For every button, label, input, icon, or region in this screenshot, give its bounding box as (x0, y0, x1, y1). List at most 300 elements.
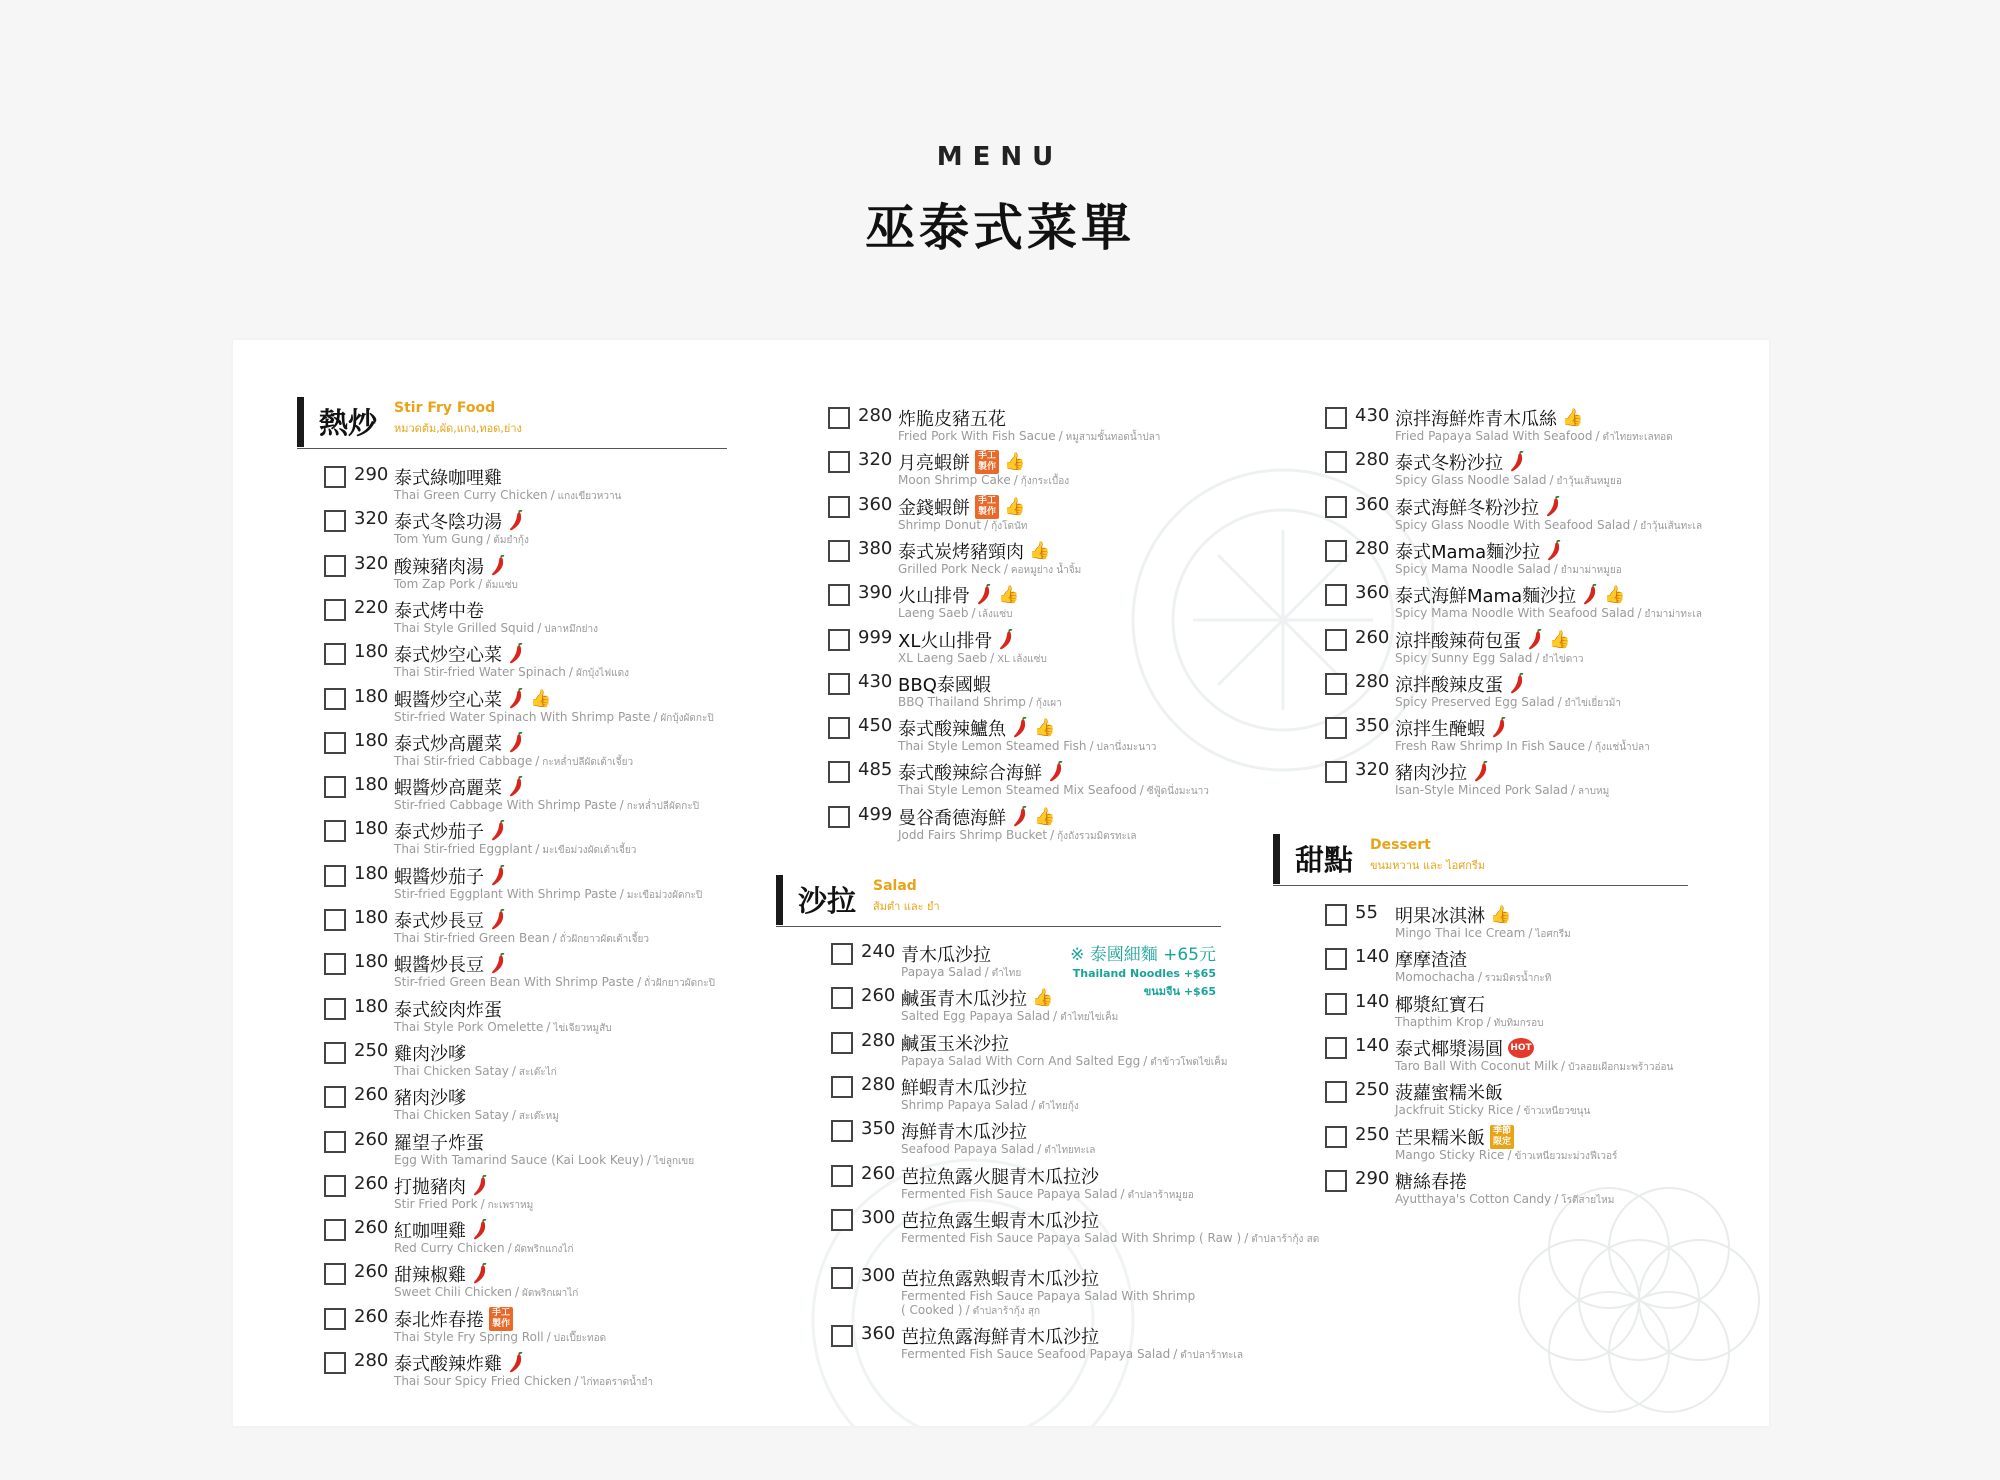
item-name: 椰漿紅寶石 (1395, 994, 1485, 1016)
item-subtitle: Grilled Pork Neck / คอหมูย่าง น้ำจิ้ม (898, 561, 1082, 576)
item-name: 摩摩渣渣 (1395, 950, 1467, 972)
item-checkbox[interactable] (324, 732, 346, 754)
item-thai-name: ตำปลาร้ากุ้ง สุก (972, 1306, 1041, 1318)
item-name: 甜辣椒雞 (394, 1261, 489, 1287)
item-english-name: Fried Pork With Fish Sacue (898, 429, 1056, 443)
item-subtitle: Papaya Salad / ตำไทย (901, 965, 1022, 979)
item-checkbox[interactable] (831, 943, 853, 965)
item-checkbox[interactable] (324, 510, 346, 532)
item-price: 350 (1355, 715, 1390, 737)
item-price: 290 (354, 464, 389, 485)
item-price: 280 (1355, 449, 1390, 471)
item-price: 280 (861, 1029, 896, 1051)
seasonal-badge: 季節 限定 (1490, 1125, 1514, 1149)
item-checkbox[interactable] (324, 599, 346, 621)
item-price: 280 (861, 1073, 896, 1095)
item-subtitle: Thapthim Krop / ทับทิมกรอบ (1395, 1014, 1544, 1029)
menu-item[interactable] (1325, 671, 1765, 715)
chili-icon (1526, 629, 1544, 651)
item-checkbox[interactable] (831, 1120, 853, 1142)
section-divider (776, 926, 1221, 927)
item-english-name: Thai Sour Spicy Fried Chicken (394, 1374, 572, 1388)
menu-item[interactable] (1325, 627, 1765, 671)
item-subtitle: Thai Stir-fried Eggplant / มะเขือม่วงผัดเต้าเจี้ยว (394, 842, 637, 857)
menu-item[interactable] (831, 1265, 1271, 1318)
item-checkbox[interactable] (828, 496, 850, 518)
item-subtitle: Jodd Fairs Shrimp Bucket / กุ้งถังรวมมิตรทะเล (898, 827, 1137, 842)
item-price: 360 (858, 493, 893, 515)
item-name: 泰式冬粉沙拉 (1395, 449, 1526, 475)
menu-item[interactable] (324, 730, 764, 774)
item-checkbox[interactable] (828, 451, 850, 473)
item-checkbox[interactable] (1325, 451, 1347, 473)
item-name: 泰式絞肉炸蛋 (394, 999, 502, 1021)
item-thai-name: ถั่วฝักยาวผัดกะปิ (644, 978, 715, 990)
item-price: 320 (858, 449, 893, 471)
item-english-name: Tom Zap Pork (394, 576, 476, 591)
item-checkbox[interactable] (1325, 1170, 1347, 1192)
item-price: 260 (354, 1261, 389, 1283)
item-thai-name: หมูสามชั้นทอดน้ำปลา (1065, 432, 1161, 443)
item-english-name: Thai Stir-fried Cabbage (394, 753, 533, 768)
menu-item[interactable] (324, 597, 764, 641)
section-subtitle: Salad (873, 878, 917, 894)
menu-item[interactable] (1325, 1168, 1765, 1212)
chili-icon (507, 776, 525, 798)
item-price: 999 (858, 626, 893, 648)
item-name: 蝦醬炒長豆 (394, 951, 507, 977)
item-english-name: Thai Style Pork Omelette (394, 1019, 544, 1034)
menu-item[interactable] (324, 1217, 764, 1261)
item-checkbox[interactable] (828, 584, 850, 606)
item-thai-name: ยำวุ้นเส้นทะเล (1640, 520, 1703, 532)
menu-item[interactable] (828, 804, 1268, 848)
item-english-name: Thai Style Grilled Squid (394, 620, 535, 635)
item-checkbox[interactable] (831, 1165, 853, 1187)
chili-icon (997, 629, 1015, 651)
menu-item[interactable] (324, 863, 764, 907)
menu-item[interactable] (324, 1306, 764, 1350)
item-english-name: Stir-fried Cabbage With Shrimp Paste (394, 798, 617, 813)
handmade-badge: 手工 製作 (489, 1307, 513, 1331)
menu-item[interactable] (324, 1040, 764, 1084)
item-english-name: Shrimp Donut (898, 517, 982, 532)
item-english-name-cont: ( Cooked ) (901, 1303, 963, 1318)
noodle-addon-zh: ※ 泰國細麵 +65元 (1070, 945, 1216, 965)
item-english-name: Ayutthaya's Cotton Candy (1395, 1191, 1552, 1206)
item-checkbox[interactable] (1325, 1037, 1347, 1059)
item-checkbox[interactable] (828, 540, 850, 562)
item-price: 180 (354, 729, 389, 751)
chili-icon (471, 1219, 489, 1241)
item-subtitle: Mingo Thai Ice Cream / ไอศกรีม (1395, 926, 1571, 940)
item-name: 芭拉魚露熟蝦青木瓜沙拉 (901, 1269, 1099, 1291)
item-english-name: Mingo Thai Ice Cream (1395, 926, 1526, 940)
menu-item[interactable] (1325, 902, 1765, 946)
item-price: 450 (858, 715, 893, 737)
item-name: 月亮蝦餅 手工 製作 👍 (898, 451, 1026, 475)
menu-item[interactable] (831, 985, 1271, 1029)
item-thai-name: สะเต๊ะหมู (518, 1111, 559, 1123)
item-english-name: Laeng Saeb (898, 606, 969, 621)
menu-item[interactable] (828, 538, 1268, 582)
menu-item[interactable] (1325, 715, 1765, 759)
item-price: 320 (1355, 759, 1390, 781)
item-price: 260 (1355, 626, 1390, 648)
item-name: 泰式冬陰功湯 (394, 508, 525, 534)
menu-item[interactable] (1325, 494, 1765, 538)
item-english-name: Jackfruit Sticky Rice (1395, 1103, 1514, 1118)
menu-item[interactable] (324, 996, 764, 1040)
item-thai-name: ยำไข่ดาว (1542, 653, 1584, 665)
item-english-name: Jodd Fairs Shrimp Bucket (898, 827, 1048, 842)
menu-item[interactable] (324, 686, 764, 730)
menu-item[interactable] (828, 627, 1268, 671)
item-name: 涼拌海鮮炸青木瓜絲 👍 (1395, 408, 1584, 430)
item-price: 280 (1355, 670, 1390, 692)
item-checkbox[interactable] (828, 407, 850, 429)
section-bar (1273, 834, 1280, 884)
menu-item[interactable] (831, 1206, 1320, 1251)
item-price: 250 (1355, 1079, 1390, 1101)
item-price: 300 (861, 1265, 896, 1287)
item-name: 曼谷喬德海鮮 👍 (898, 806, 1056, 829)
item-subtitle: Stir Fried Pork / กะเพราหมู (394, 1196, 534, 1211)
item-checkbox[interactable] (1325, 1126, 1347, 1148)
item-thai-name: แกงเขียวหวาน (557, 491, 622, 502)
item-checkbox[interactable] (324, 1086, 346, 1108)
item-checkbox[interactable] (1325, 584, 1347, 606)
item-english-name: Thai Chicken Satay (394, 1063, 509, 1078)
thumbs-up-icon: 👍 (1004, 452, 1026, 473)
menu-item[interactable] (324, 774, 764, 818)
item-checkbox[interactable] (1325, 948, 1347, 970)
menu-item[interactable] (828, 671, 1268, 715)
menu-item[interactable] (324, 641, 764, 685)
menu-item[interactable] (828, 582, 1268, 626)
menu-item[interactable] (324, 818, 764, 862)
item-thai-name: ยำมาม่าทะเล (1644, 609, 1702, 621)
item-subtitle: Thai Style Pork Omelette / ไข่เจียวหมูสับ (394, 1019, 612, 1034)
menu-item[interactable] (1325, 1035, 1765, 1079)
item-english-name: Thai Stir-fried Water Spinach (394, 665, 566, 680)
item-checkbox[interactable] (324, 688, 346, 710)
chili-icon (489, 953, 507, 975)
item-price: 180 (354, 774, 389, 796)
menu-item[interactable] (324, 1261, 764, 1305)
item-name: 菠蘿蜜糯米飯 (1395, 1083, 1503, 1105)
item-checkbox[interactable] (324, 953, 346, 975)
item-checkbox[interactable] (1325, 1081, 1347, 1103)
thumbs-up-icon: 👍 (1604, 585, 1626, 606)
item-checkbox[interactable] (324, 998, 346, 1020)
page-title: 巫泰式菜單 (865, 199, 1135, 257)
item-name: 打拋豬肉 (394, 1173, 489, 1199)
item-checkbox[interactable] (324, 643, 346, 665)
item-name: 鹹蛋青木瓜沙拉 👍 (901, 988, 1054, 1011)
item-checkbox[interactable] (324, 466, 346, 488)
item-checkbox[interactable] (828, 673, 850, 695)
item-checkbox[interactable] (1325, 717, 1347, 739)
menu-item[interactable] (828, 494, 1268, 538)
item-thai-name: ตำไทยกุ้ง (1038, 1100, 1079, 1112)
item-thai-name: ข้าวเหนียวขนุน (1523, 1106, 1591, 1118)
menu-item[interactable] (324, 553, 764, 597)
item-checkbox[interactable] (324, 1308, 346, 1330)
section-title: 沙拉 (798, 884, 857, 918)
menu-item[interactable] (828, 449, 1268, 493)
item-checkbox[interactable] (1325, 904, 1347, 926)
item-checkbox[interactable] (828, 806, 850, 828)
item-thai-name: ผักบุ้งไฟแดง (575, 668, 630, 680)
item-name: 明果冰淇淋 👍 (1395, 905, 1512, 927)
item-thai-name: ตำปลาร้ากุ้ง สด (1251, 1233, 1320, 1245)
item-thai-name: ข้าวเหนียวมะม่วงฟีเวอร์ (1514, 1150, 1618, 1162)
menu-item[interactable] (324, 1173, 764, 1217)
item-english-name: Egg With Tamarind Sauce (Kai Look Keuy) (394, 1152, 644, 1167)
item-subtitle: Moon Shrimp Cake / กุ้งกระเบื้อง (898, 473, 1070, 488)
menu-item[interactable] (324, 1350, 764, 1394)
item-name: 泰式炒茄子 (394, 818, 507, 844)
item-english-name: Thai Green Curry Chicken (394, 488, 548, 502)
item-english-name: Fried Papaya Salad With Seafood (1395, 429, 1593, 443)
item-thai-name: ไอศกรีม (1535, 929, 1571, 940)
section-bar (297, 397, 304, 447)
item-checkbox[interactable] (1325, 540, 1347, 562)
item-checkbox[interactable] (831, 1325, 853, 1347)
item-name: 芭拉魚露火腿青木瓜拉沙 (901, 1166, 1099, 1188)
menu-item[interactable] (831, 1163, 1271, 1207)
chili-icon (507, 688, 525, 710)
item-checkbox[interactable] (324, 776, 346, 798)
section-title: 熱炒 (319, 406, 378, 440)
item-thai-name: ไข่ลูกเขย (653, 1155, 695, 1167)
item-name: 鹹蛋玉米沙拉 (901, 1033, 1009, 1055)
item-name: 泰式炒高麗菜 (394, 730, 525, 756)
menu-item[interactable] (324, 951, 764, 995)
item-checkbox[interactable] (324, 1175, 346, 1197)
item-checkbox[interactable] (831, 987, 853, 1009)
item-subtitle: Fried Papaya Salad With Seafood / ตำไทยทะเลทอด (1395, 429, 1673, 443)
item-checkbox[interactable] (324, 555, 346, 577)
menu-item[interactable] (1325, 449, 1765, 493)
item-subtitle: Thai Green Curry Chicken / แกงเขียวหวาน (394, 488, 622, 502)
chili-icon (1545, 540, 1563, 562)
chili-icon (1508, 451, 1526, 473)
thumbs-up-icon: 👍 (1562, 408, 1584, 428)
menu-item[interactable] (1325, 582, 1765, 626)
menu-item[interactable] (831, 1118, 1271, 1162)
item-name: 海鮮青木瓜沙拉 (901, 1122, 1027, 1144)
item-price: 180 (354, 951, 389, 973)
item-subtitle: XL Laeng Saeb / XL เล้งแซ่บ (898, 650, 1047, 665)
chili-icon (507, 1352, 525, 1374)
item-subtitle: Red Curry Chicken / ผัดพริกแกงไก่ (394, 1241, 574, 1256)
item-price: 240 (861, 941, 896, 962)
item-checkbox[interactable] (1325, 673, 1347, 695)
item-english-name: Thapthim Krop (1395, 1014, 1484, 1029)
item-checkbox[interactable] (324, 1352, 346, 1374)
chili-icon (1508, 673, 1526, 695)
item-subtitle: Seafood Papaya Salad / ตำไทยทะเล (901, 1142, 1096, 1157)
noodle-addon-th: ขนมจีน +$65 (1143, 985, 1216, 998)
thumbs-up-icon: 👍 (1034, 806, 1056, 827)
item-checkbox[interactable] (1325, 629, 1347, 651)
item-thai-name: ผัดพริกแกงไก่ (514, 1244, 574, 1256)
item-english-name: Taro Ball With Coconut Milk (1395, 1058, 1559, 1073)
item-english-name: Seafood Papaya Salad (901, 1142, 1035, 1157)
item-thai-name: ไก่ทอดราดน้ำยำ (581, 1377, 654, 1388)
item-checkbox[interactable] (1325, 761, 1347, 783)
item-name: BBQ泰國蝦 (898, 674, 991, 696)
menu-item[interactable] (1325, 1079, 1765, 1123)
item-name: 蝦醬炒茄子 (394, 863, 507, 889)
item-checkbox[interactable] (828, 629, 850, 651)
item-subtitle: Spicy Glass Noodle Salad / ยำวุ้นเส้นหมูยอ (1395, 473, 1622, 488)
item-thai-name: ตำปลาร้าทะเล (1180, 1350, 1243, 1362)
item-checkbox[interactable] (324, 1263, 346, 1285)
item-name: 酸辣豬肉湯 (394, 553, 507, 579)
item-thai-name: บัวลอยเผือกมะพร้าวอ่อน (1568, 1061, 1674, 1073)
item-english-name: Moon Shrimp Cake (898, 473, 1011, 488)
menu-item[interactable] (1325, 405, 1765, 449)
item-subtitle: Jackfruit Sticky Rice / ข้าวเหนียวขนุน (1395, 1103, 1591, 1118)
item-english-name: Spicy Glass Noodle With Seafood Salad (1395, 517, 1631, 532)
chili-icon (489, 865, 507, 887)
chili-icon (1047, 761, 1065, 783)
item-subtitle: Laeng Saeb / เล้งแซ่บ (898, 606, 1013, 621)
item-checkbox[interactable] (1325, 496, 1347, 518)
item-subtitle: Papaya Salad With Corn And Salted Egg / ตำข้าวโพดไข่เค็ม (901, 1053, 1228, 1068)
item-english-name: Stir-fried Green Bean With Shrimp Paste (394, 975, 635, 990)
item-thai-name: ไข่เจียวหมูสับ (553, 1022, 612, 1034)
chili-icon (1472, 761, 1490, 783)
chili-icon (507, 643, 525, 665)
item-thai-name: กะหล่ำปลีผัดเต้าเจี้ยว (542, 756, 634, 768)
item-checkbox[interactable] (831, 1076, 853, 1098)
item-subtitle: Stir-fried Eggplant With Shrimp Paste / มะเขือม่วงผัดกะปิ (394, 886, 703, 901)
item-checkbox[interactable] (324, 1042, 346, 1064)
item-name: 金錢蝦餅 手工 製作 👍 (898, 495, 1026, 519)
menu-item[interactable] (1325, 946, 1765, 990)
item-thai-name: ต้มแซ่บ (485, 579, 518, 591)
menu-item[interactable] (831, 1030, 1271, 1074)
item-subtitle: Shrimp Papaya Salad / ตำไทยกุ้ง (901, 1097, 1079, 1112)
item-name: 泰式炒長豆 (394, 907, 507, 933)
item-checkbox[interactable] (324, 820, 346, 842)
item-price: 360 (1355, 582, 1390, 604)
section-divider (297, 448, 727, 449)
menu-item[interactable] (1325, 759, 1765, 803)
chili-icon (489, 555, 507, 577)
item-name: 芒果糯米飯 季節 限定 (1395, 1124, 1514, 1151)
thumbs-up-icon: 👍 (998, 585, 1020, 606)
menu-item[interactable] (324, 907, 764, 951)
menu-item[interactable] (1325, 538, 1765, 582)
item-checkbox[interactable] (828, 761, 850, 783)
item-thai-name: มะเขือม่วงผัดเต้าเจี้ยว (542, 845, 637, 857)
item-name: 蝦醬炒高麗菜 (394, 774, 525, 800)
item-thai-name: ถั่วฝักยาวผัดเต้าเจี้ยว (559, 934, 649, 945)
menu-item[interactable] (831, 941, 1271, 985)
item-subtitle: Spicy Mama Noodle With Seafood Salad / ยำมาม่าทะเล (1395, 606, 1702, 621)
item-checkbox[interactable] (324, 1219, 346, 1241)
item-thai-name: XL เล้งแซ่บ (997, 653, 1047, 665)
menu-item[interactable] (828, 715, 1268, 759)
menu-item[interactable] (324, 1084, 764, 1128)
item-thai-name: ผัดพริกเผาไก่ (522, 1288, 579, 1300)
item-checkbox[interactable] (324, 865, 346, 887)
item-subtitle: Thai Style Lemon Steamed Mix Seafood / ซีฟู้ดนึ่งมะนาว (898, 783, 1209, 798)
section-thai: ขนมหวาน และ ไอศกรีม (1370, 859, 1486, 872)
item-checkbox[interactable] (1325, 407, 1347, 429)
item-english-name: Stir-fried Eggplant With Shrimp Paste (394, 886, 617, 901)
item-english-name: Red Curry Chicken (394, 1241, 505, 1256)
item-subtitle: Salted Egg Papaya Salad / ตำไทยไข่เค็ม (901, 1009, 1119, 1024)
item-checkbox[interactable] (1325, 993, 1347, 1015)
thumbs-up-icon: 👍 (1034, 718, 1056, 739)
menu-item[interactable] (1325, 991, 1765, 1035)
item-subtitle: Egg With Tamarind Sauce (Kai Look Keuy) / ไข่ลูกเขย (394, 1152, 695, 1167)
item-price: 430 (858, 670, 893, 692)
item-checkbox[interactable] (831, 1267, 853, 1289)
item-checkbox[interactable] (324, 1131, 346, 1153)
menu-item[interactable] (828, 759, 1268, 803)
menu-item[interactable] (1325, 1124, 1765, 1168)
item-english-name: Stir Fried Pork (394, 1196, 478, 1211)
item-name: 泰式海鮮Mama麵沙拉 👍 (1395, 585, 1626, 608)
item-name: 涼拌生醃蝦 (1395, 715, 1508, 741)
item-checkbox[interactable] (831, 1032, 853, 1054)
item-subtitle: Thai Style Grilled Squid / ปลาหมึกย่าง (394, 620, 598, 635)
item-name: 芭拉魚露海鮮青木瓜沙拉 (901, 1327, 1099, 1349)
item-price: 360 (1355, 493, 1390, 515)
item-english-name: Thai Style Lemon Steamed Mix Seafood (898, 783, 1137, 798)
menu-item[interactable] (831, 1074, 1271, 1118)
item-price: 485 (858, 759, 893, 781)
item-name: 泰式酸辣綜合海鮮 (898, 759, 1065, 785)
item-checkbox[interactable] (324, 909, 346, 931)
item-price: 360 (861, 1323, 896, 1345)
section-bar (776, 875, 783, 925)
thumbs-up-icon: 👍 (1549, 629, 1571, 650)
item-checkbox[interactable] (831, 1209, 853, 1231)
menu-item[interactable] (324, 464, 764, 508)
item-thai-name: ตำไทยทะเลทอด (1602, 432, 1673, 443)
item-name: 芭拉魚露生蝦青木瓜沙拉 (901, 1210, 1099, 1232)
chili-icon (1581, 584, 1599, 606)
item-thai-name: กุ้งโดนัท (991, 520, 1028, 532)
item-subtitle: Tom Zap Pork / ต้มแซ่บ (394, 576, 518, 591)
thumbs-up-icon: 👍 (530, 688, 552, 709)
item-checkbox[interactable] (828, 717, 850, 739)
item-subtitle: Stir-fried Green Bean With Shrimp Paste / ถั่วฝักยาวผัดกะปิ (394, 975, 715, 990)
chili-icon (1490, 717, 1508, 739)
menu-item[interactable] (324, 1129, 764, 1173)
item-subtitle: Taro Ball With Coconut Milk / บัวลอยเผือกมะพร้าวอ่อน (1395, 1058, 1674, 1073)
menu-item[interactable] (831, 1323, 1271, 1367)
item-thai-name: โรตีสายไหม (1561, 1194, 1615, 1206)
item-price: 320 (354, 508, 389, 530)
item-price: 260 (861, 985, 896, 1007)
menu-item[interactable] (828, 405, 1268, 449)
item-name: 泰式酸辣炸雞 (394, 1350, 525, 1376)
item-subtitle: Spicy Preserved Egg Salad / ยำไข่เยี่ยวม้า (1395, 694, 1621, 709)
item-english-name: Salted Egg Papaya Salad (901, 1009, 1051, 1024)
item-thai-name: คอหมูย่าง น้ำจิ้ม (1010, 564, 1082, 576)
menu-item[interactable] (324, 508, 764, 552)
item-name: 泰式綠咖哩雞 (394, 468, 502, 489)
